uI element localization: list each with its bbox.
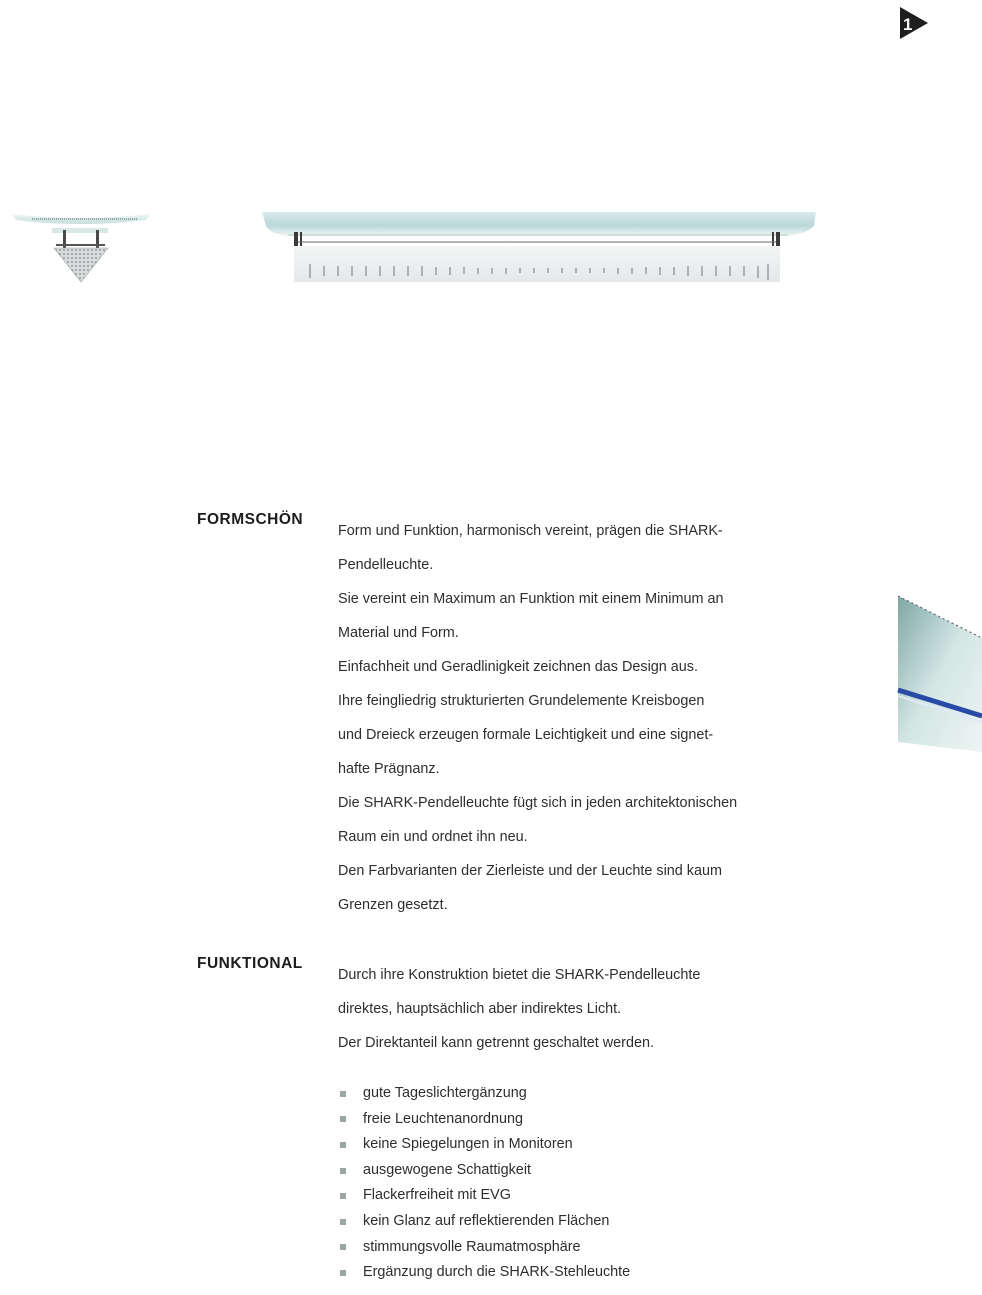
list-item-label: kein Glanz auf reflektierenden Flächen (363, 1212, 610, 1229)
body-line: hafte Prägnanz. (338, 761, 440, 777)
list-item (339, 1183, 630, 1209)
section-body (338, 514, 788, 922)
list-item-label: Flackerfreiheit mit EVG (363, 1187, 511, 1204)
square-bullet-icon (340, 1142, 346, 1148)
square-bullet-icon (340, 1116, 346, 1122)
body-line: Raum ein und ordnet ihn neu. (338, 829, 528, 845)
body-line: Form und Funktion, harmonisch vereint, prägen die SHARK- (338, 523, 723, 539)
lamp-side-view (10, 208, 155, 288)
list-item-label: Ergänzung durch die SHARK-Stehleuchte (363, 1264, 631, 1281)
body-line: Der Direktanteil kann getrennt geschaltet werden. (338, 1035, 654, 1051)
body-line: Material und Form. (338, 625, 459, 641)
list-item (339, 1107, 630, 1133)
body-line: Durch ihre Konstruktion bietet die SHARK-Pendelleuchte (338, 967, 701, 983)
body-line: Grenzen gesetzt. (338, 897, 448, 913)
list-item (339, 1260, 630, 1286)
section-formschoen (197, 511, 797, 921)
section-title: FUNKTIONAL (197, 955, 303, 972)
body-line: direktes, hauptsächlich aber indirektes Licht. (338, 1001, 622, 1017)
list-item-label: ausgewogene Schattigkeit (363, 1161, 532, 1178)
page-marker-icon (898, 5, 930, 41)
list-item-label: gute Tageslichtergänzung (363, 1085, 527, 1101)
body-line: und Dreieck erzeugen formale Leichtigkeit und eine signet- (338, 727, 714, 743)
body-line: Den Farbvarianten der Zierleiste und der Leuchte sind kaum (338, 863, 722, 879)
body-line: Sie vereint ein Maximum an Funktion mit einem Minimum an (338, 591, 724, 607)
body-line: Ihre feingliedrig strukturierten Grundelemente Kreisbogen (338, 693, 705, 709)
list-item (339, 1209, 630, 1235)
section-title: FORMSCHÖN (197, 511, 304, 528)
square-bullet-icon (340, 1193, 346, 1199)
page-number: 1 (903, 15, 913, 34)
list-item-label: stimmungsvolle Raumatmosphäre (363, 1238, 581, 1255)
list-item-label: freie Leuchtenanordnung (363, 1110, 524, 1127)
list-item (339, 1235, 630, 1261)
square-bullet-icon (340, 1244, 346, 1250)
list-item (339, 1132, 630, 1158)
lamp-detail-view (896, 592, 982, 782)
list-item (339, 1081, 630, 1107)
section-funktional (197, 955, 797, 1065)
square-bullet-icon (340, 1091, 346, 1097)
square-bullet-icon (340, 1270, 346, 1276)
feature-list (339, 1081, 630, 1286)
square-bullet-icon (340, 1168, 346, 1174)
body-line: Einfachheit und Geradlinigkeit zeichnen das Design aus. (338, 659, 698, 675)
list-item (339, 1158, 630, 1184)
lamp-front-view (258, 208, 820, 284)
section-body (338, 958, 788, 1060)
body-line: Pendelleuchte. (338, 557, 434, 573)
list-item-label: keine Spiegelungen in Monitoren (363, 1136, 573, 1153)
body-line: Die SHARK-Pendelleuchte fügt sich in jeden architektonischen (338, 795, 738, 811)
square-bullet-icon (340, 1219, 346, 1225)
